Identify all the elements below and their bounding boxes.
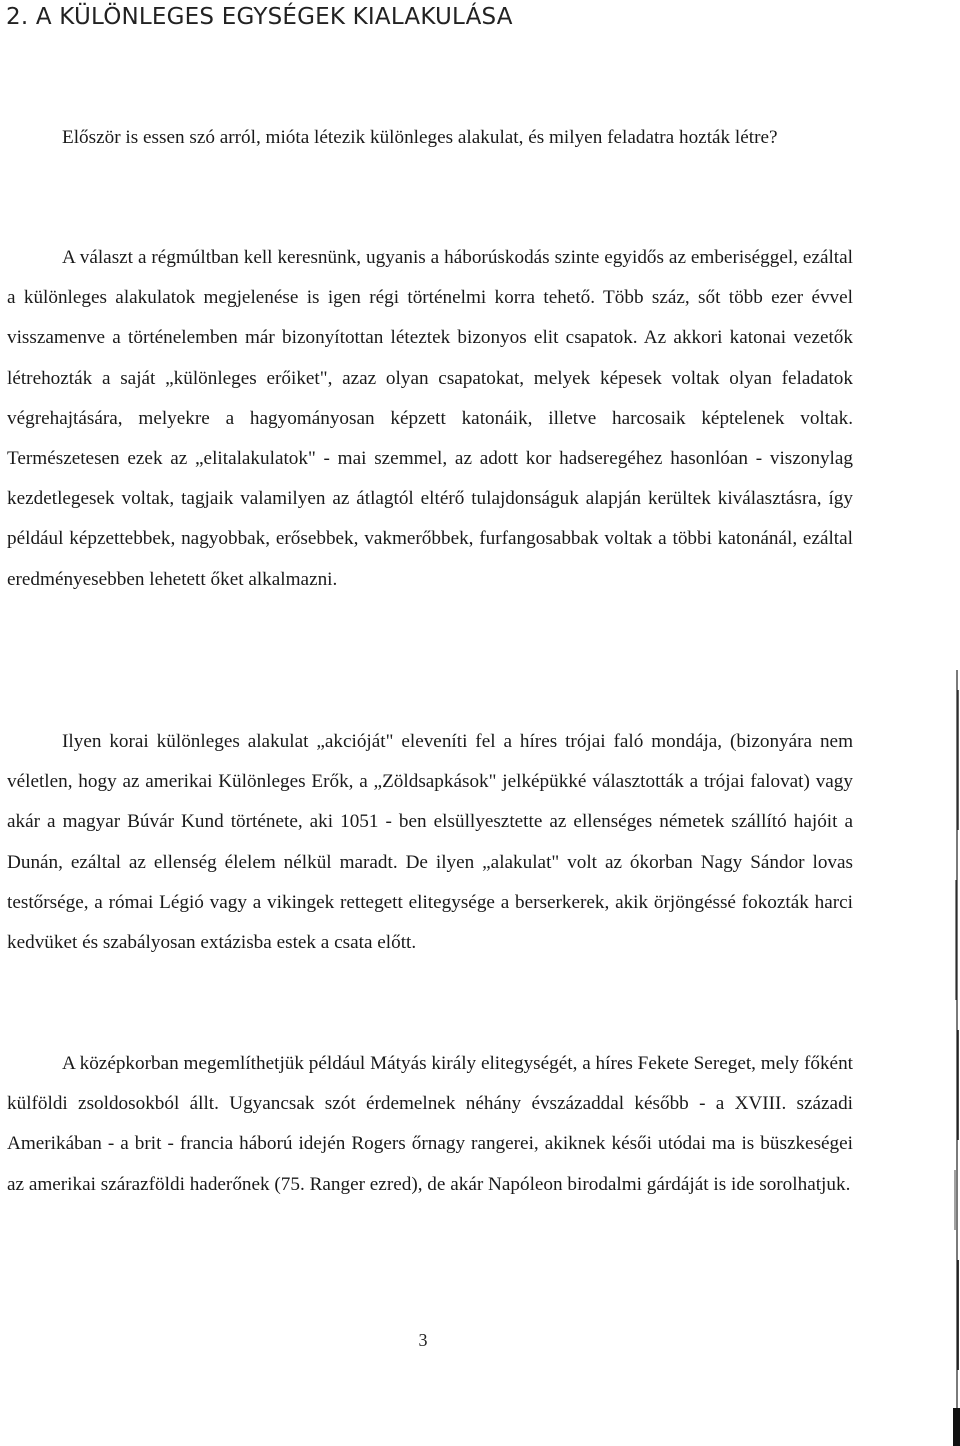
scan-edge-artifact (948, 670, 960, 1446)
page-number: 3 (418, 1330, 428, 1350)
paragraph-middle-ages: A középkorban megemlíthetjük például Mátyás király elitegységét, a híres Fekete Sereget, mely főként külföldi zsoldosokból állt. Ugyancsak szót érdemelnek néhány évszázaddal később - a XVIII. századi Amerikában - a brit - francia háború idején Rogers őrnagy rangerei, akiknek késői utódai ma is büszkeségei az amerikai szárazföldi haderőnek (75. Ranger ezred), de akár Napóleon birodalmi gárdáját is ide sorolhatjuk. (7, 1053, 853, 1195)
paragraph-ancient-elites: A választ a régmúltban kell keresnünk, ugyanis a háborúskodás szinte egyidős az emberiséggel, ezáltal a különleges alakulatok megjelenése is igen régi történelmi korra tehető. Több száz, sőt több ezer évvel visszamenve a történelemben már bizonyítottan léteztek bizonyos elit csapatok. Az akkori katonai vezetők létrehozták a saját „különleges erőiket", azaz olyan csapatokat, melyek képesek voltak olyan feladatok végrehajtására, melyekre a hagyományosan képzett katonáik, illetve harcosaik képtelenek voltak. Természetesen ezek az „elitalakulatok" - mai szemmel, az adott kor hadseregéhez hasonlóan - viszonylag kezdetlegesek voltak, tagjaik valamilyen az átlagtól eltérő tulajdonságuk alapján kerültek kiválasztásra, így például képzettebbek, nagyobbak, erősebbek, vakmerőbbek, furfangosabbak voltak a többi katonánál, ezáltal eredményesebben lehetett őket alkalmazni. (7, 247, 853, 590)
section-heading: 2. A KÜLÖNLEGES EGYSÉGEK KIALAKULÁSA (6, 4, 513, 30)
paragraph-early-examples: Ilyen korai különleges alakulat „akcióját" eleveníti fel a híres trójai faló mondája, (bizonyára nem véletlen, hogy az amerikai Különleges Erők, a „Zöldsapkások" jelképükké választották a trójai falovat) vagy akár a magyar Búvár Kund története, aki 1051 - ben elsüllyesztette az ellenséges németek szállító hajóit a Dunán, ezáltal az ellenség élelem nélkül maradt. De ilyen „alakulat" volt az ókorban Nagy Sándor lovas testőrsége, a római Légió vagy a vikingek rettegett elitegysége a berserkerek, akik örjöngéssé fokozták harci kedvüket és szabályosan extázisba estek a csata előtt. (7, 731, 853, 954)
paragraph-intro: Először is essen szó arról, mióta létezik különleges alakulat, és milyen feladatra hozták létre? (62, 127, 778, 148)
